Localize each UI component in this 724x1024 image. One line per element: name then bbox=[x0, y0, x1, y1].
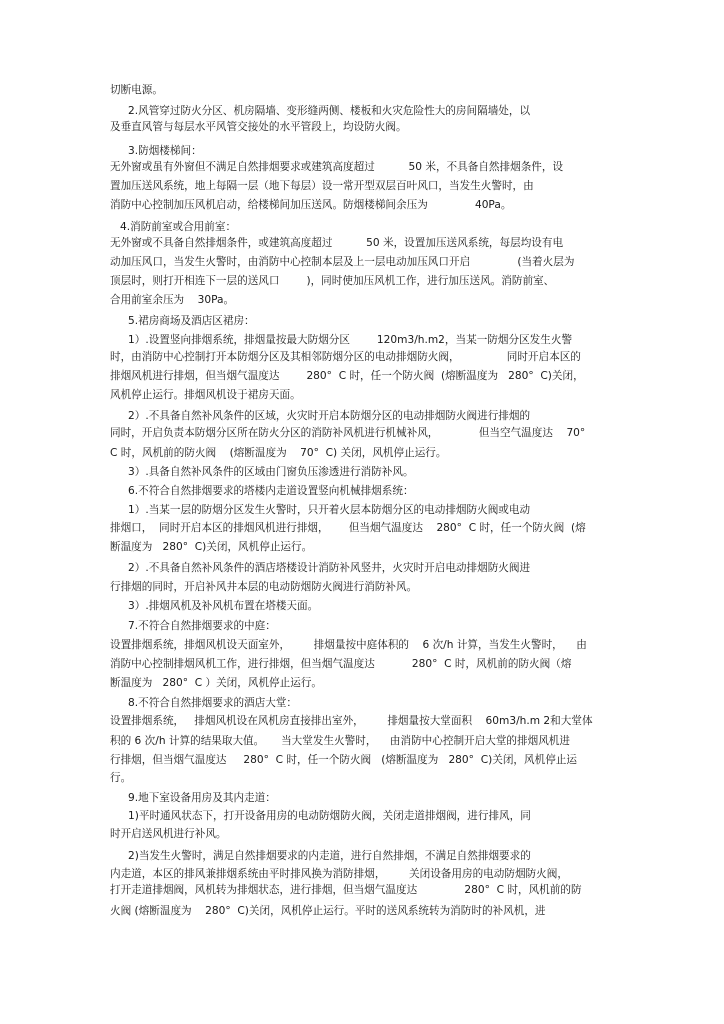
text-line: 设置排烟系统， 排烟风机设在风机房直接排出室外， 排烟量按大堂面积 60m3/h.m 2和大堂体 bbox=[110, 715, 593, 727]
text-line: 1）.设置竖向排烟系统，排烟量按最大防烟分区 120m3/h.m2，当某一防烟分区发生火警 bbox=[128, 334, 573, 346]
text-line: 打开走道排烟阀，风机转为排烟状态，进行排烟，但当烟气温度达 280° C 时，风机前的防 bbox=[110, 884, 582, 896]
text-line: 排烟口， 同时开启本区的排烟风机进行排烟， 但当烟气温度达 280° C 时，任一个防火阀 (熔 bbox=[110, 522, 586, 534]
text-line: 动加压风口，当发生火警时，由消防中心控制本层及上一层电动加压风口开启 (当着火层为 bbox=[110, 256, 575, 268]
text-line: 时，由消防中心控制打开本防烟分区及其相邻防烟分区的电动排烟防火阀， 同时开启本区的 bbox=[110, 351, 581, 363]
text-line: 8.不符合自然排烟要求的酒店大堂： bbox=[128, 697, 298, 709]
text-line: 断温度为 280° C ）关闭，风机停止运行。 bbox=[110, 677, 323, 689]
text-line: 时开启送风机进行补风。 bbox=[110, 828, 227, 840]
text-line: 无外窗或不具备自然排烟条件，或建筑高度超过 50 米，设置加压送风系统，每层均设有电 bbox=[110, 237, 564, 249]
text-line: 风机停止运行。排烟风机设于裙房天面。 bbox=[110, 389, 301, 401]
text-line: 2.风管穿过防火分区、机房隔墙、变形缝两侧、楼板和火灾危险性大的房间隔墙处，以 bbox=[128, 105, 531, 117]
text-line: 3）.排烟风机及补风机布置在塔楼天面。 bbox=[128, 600, 319, 612]
text-line: 4.消防前室或合用前室： bbox=[120, 221, 237, 233]
text-line: 行排烟的同时，开启补风井本层的电动防烟防火阀进行消防补风。 bbox=[110, 581, 418, 593]
text-line: 无外窗或虽有外窗但不满足自然排烟要求或建筑高度超过 50 米，不具备自然排烟条件，设 bbox=[110, 161, 564, 173]
text-line: 行排烟，但当烟气温度达 280° C 时，任一个防火阀 (熔断温度为 280° C)关闭，风机停止运 bbox=[110, 754, 577, 766]
text-line: 火阀 (熔断温度为 280° C)关闭，风机停止运行。平时的送风系统转为消防时的补风机，进 bbox=[110, 905, 546, 917]
text-line: 合用前室余压为 30Pa。 bbox=[110, 294, 235, 306]
text-line: 7.不符合自然排烟要求的中庭： bbox=[128, 620, 276, 632]
text-line: 同时，开启负责本防烟分区所在防火分区的消防补风机进行机械补风， 但当空气温度达 70° bbox=[110, 427, 586, 439]
text-line: 及垂直风管与每层水平风管交接处的水平管段上，均设防火阀。 bbox=[110, 121, 407, 133]
text-line: 2）.不具备自然补风条件的酒店塔楼设计消防补风竖井，火灾时开启电动排烟防火阀进 bbox=[128, 562, 531, 574]
text-line: 积的 6 次/h 计算的结果取大值。 当大堂发生火警时， 由消防中心控制开启大堂的排烟风机进 bbox=[110, 735, 570, 747]
text-line: 行。 bbox=[110, 772, 132, 784]
text-line: 断温度为 280° C)关闭，风机停止运行。 bbox=[110, 541, 313, 553]
text-line: 2)当发生火警时，满足自然排烟要求的内走道，进行自然排烟，不满足自然排烟要求的 bbox=[128, 850, 531, 862]
text-line: 3.防烟楼梯间： bbox=[128, 145, 202, 157]
text-line: 置加压送风系统，地上每隔一层（地下每层）设一常开型双层百叶风口，当发生火警时，由 bbox=[110, 180, 534, 192]
text-line: 顶层时，则打开相连下一层的送风口 )，同时使加压风机工作，进行加压送风。消防前室、 bbox=[110, 275, 555, 287]
text-line: 9.地下室设备用房及其内走道： bbox=[128, 792, 276, 804]
text-line: 1)平时通风状态下，打开设备用房的电动防烟防火阀，关闭走道排烟阀，进行排风，同 bbox=[128, 810, 531, 822]
text-line: C 时，风机前的防火阀 (熔断温度为 70° C) 关闭，风机停止运行。 bbox=[110, 447, 447, 459]
text-line: 消防中心控制排烟风机工作，进行排烟，但当烟气温度达 280° C 时，风机前的防火阀（熔 bbox=[110, 658, 572, 670]
text-line: 6.不符合自然排烟要求的塔楼内走道设置竖向机械排烟系统： bbox=[128, 485, 414, 497]
text-line: 1）.当某一层的防烟分区发生火警时，只开着火层本防烟分区的电动排烟防火阀或电动 bbox=[128, 504, 531, 516]
text-line: 切断电源。 bbox=[110, 84, 163, 96]
text-line: 3）.具备自然补风条件的区域由门窗负压渗透进行消防补风。 bbox=[128, 466, 414, 478]
text-line: 2）.不具备自然补风条件的区域，火灾时开启本防烟分区的电动排烟防火阀进行排烟的 bbox=[128, 410, 531, 422]
text-line: 内走道，本区的排风兼排烟系统由平时排风换为消防排烟， 关闭设备用房的电动防烟防火阀， bbox=[110, 868, 568, 880]
text-line: 5.裙房商场及酒店区裙房： bbox=[128, 315, 255, 327]
text-line: 消防中心控制加压风机启动，给楼梯间加压送风。防烟楼梯间余压为 40Pa。 bbox=[110, 199, 512, 211]
text-line: 排烟风机进行排烟，但当烟气温度达 280° C 时，任一个防火阀 (熔断温度为 280° C)关闭， bbox=[110, 370, 584, 382]
text-line: 设置排烟系统，排烟风机设天面室外， 排烟量按中庭体积的 6 次/h 计算，当发生火警时， 由 bbox=[110, 639, 587, 651]
